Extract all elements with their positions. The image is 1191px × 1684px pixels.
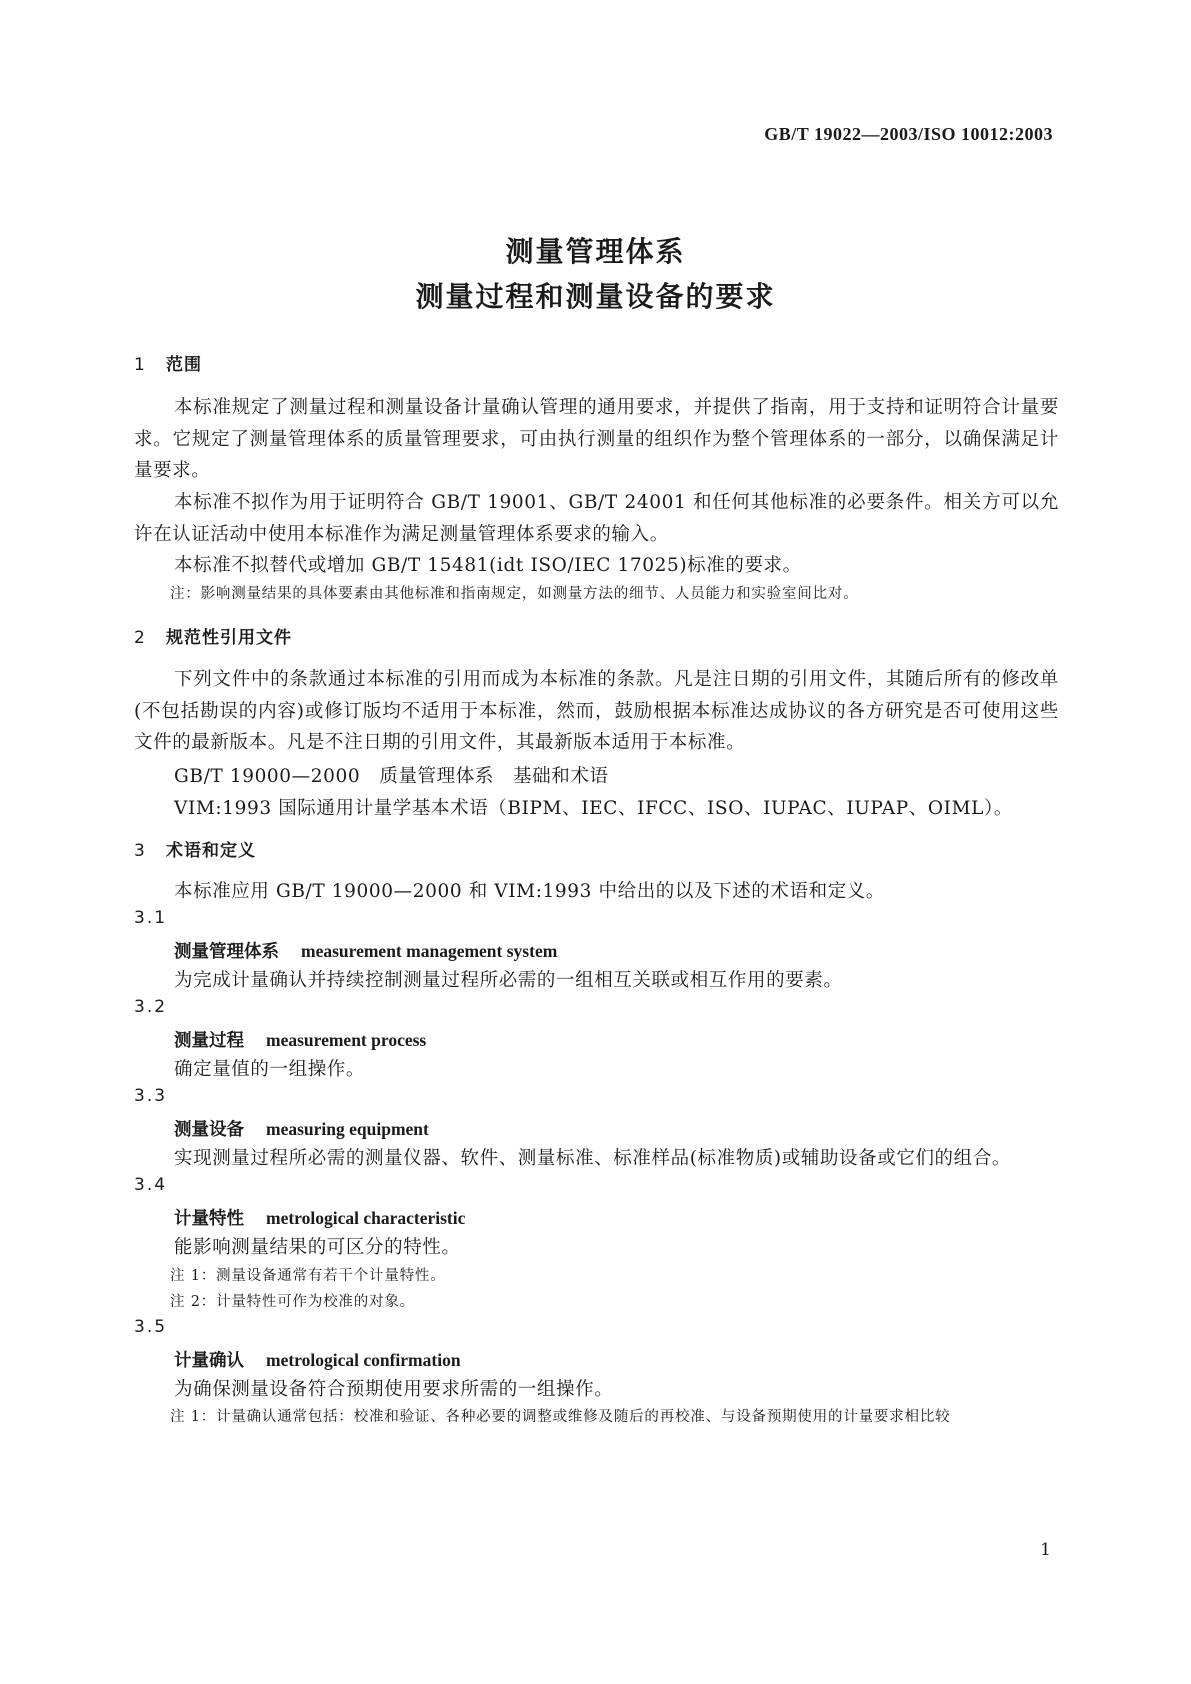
section-title: 规范性引用文件 [166, 628, 292, 648]
term-heading [174, 1027, 426, 1052]
page-number: 1 [1040, 1540, 1051, 1560]
term-heading [174, 1347, 461, 1372]
term-note-1: 注 1：测量设备通常有若干个计量特性。 [170, 1268, 446, 1284]
term-english: measuring equipment [266, 1119, 429, 1139]
section-1-heading [134, 350, 202, 375]
section-number: 3 [134, 841, 146, 861]
term-english: metrological confirmation [266, 1350, 461, 1370]
standard-number: GB/T 19022—2003/ISO 10012:2003 [764, 124, 1053, 144]
term-english: measurement process [266, 1030, 427, 1050]
section-title: 范围 [166, 355, 202, 375]
term-note-1: 注 1：计量确认通常包括：校准和验证、各种必要的调整或维修及随后的再校准、与设备预期使用的计量要求相比较 [170, 1409, 951, 1425]
section-1-paragraph-3: 本标准不拟替代或增加 GB/T 15481(idt ISO/IEC 17025)标准的要求。 [174, 555, 802, 576]
section-1-paragraph-2: 本标准不拟作为用于证明符合 GB/T 19001、GB/T 24001 和任何其他标准的必要条件。相关方可以允许在认证活动中使用本标准作为满足测量管理体系要求的输入。 [134, 492, 1059, 545]
term-chinese: 测量设备 [174, 1120, 244, 1140]
term-definition: 确定量值的一组操作。 [174, 1059, 366, 1080]
clause-number: 3.5 [134, 1317, 168, 1337]
section-number: 2 [134, 628, 146, 648]
document-title-line1: 测量管理体系 [505, 235, 686, 268]
term-definition: 为确保测量设备符合预期使用要求所需的一组操作。 [174, 1379, 614, 1400]
term-definition: 为完成计量确认并持续控制测量过程所必需的一组相互关联或相互作用的要素。 [174, 970, 843, 991]
normative-reference-2: VIM:1993 国际通用计量学基本术语（BIPM、IEC、IFCC、ISO、IUPAC、IUPAP、OIML）。 [174, 798, 1013, 819]
term-chinese: 计量确认 [174, 1351, 244, 1371]
section-title: 术语和定义 [166, 841, 256, 861]
term-heading [174, 1116, 429, 1141]
term-english: metrological characteristic [266, 1208, 466, 1228]
section-3-heading [134, 836, 256, 861]
term-heading [174, 938, 557, 963]
term-chinese: 测量过程 [174, 1031, 244, 1051]
term-definition: 能影响测量结果的可区分的特性。 [174, 1237, 461, 1258]
term-note-2: 注 2：计量特性可作为校准的对象。 [170, 1294, 415, 1310]
section-2-paragraph-1: 下列文件中的条款通过本标准的引用而成为本标准的条款。凡是注日期的引用文件，其随后所有的修改单(不包括勘误的内容)或修订版均不适用于本标准，然而，鼓励根据本标准达成协议的各方研究是否可使用这些文件的最新版本。凡是不注日期的引用文件，其最新版本适用于本标准。 [134, 669, 1059, 753]
clause-number: 3.2 [134, 997, 168, 1017]
section-number: 1 [134, 355, 146, 375]
term-heading [174, 1205, 465, 1230]
normative-reference-1: GB/T 19000—2000 质量管理体系 基础和术语 [174, 766, 609, 787]
section-3-intro: 本标准应用 GB/T 19000—2000 和 VIM:1993 中给出的以及下述的术语和定义。 [174, 881, 886, 902]
clause-number: 3.4 [134, 1175, 168, 1195]
document-title-line2: 测量过程和测量设备的要求 [415, 280, 776, 313]
section-1-paragraph-1: 本标准规定了测量过程和测量设备计量确认管理的通用要求，并提供了指南，用于支持和证明符合计量要求。它规定了测量管理体系的质量管理要求，可由执行测量的组织作为整个管理体系的一部分，以确保满足计量要求。 [134, 397, 1059, 481]
term-chinese: 计量特性 [174, 1209, 244, 1229]
clause-number: 3.1 [134, 908, 168, 928]
term-english: measurement management system [301, 941, 558, 961]
term-chinese: 测量管理体系 [174, 942, 279, 962]
section-1-note: 注：影响测量结果的具体要素由其他标准和指南规定，如测量方法的细节、人员能力和实验室间比对。 [170, 586, 859, 602]
term-definition: 实现测量过程所必需的测量仪器、软件、测量标准、标准样品(标准物质)或辅助设备或它们的组合。 [174, 1148, 1011, 1169]
clause-number: 3.3 [134, 1086, 168, 1106]
section-2-heading [134, 623, 292, 648]
